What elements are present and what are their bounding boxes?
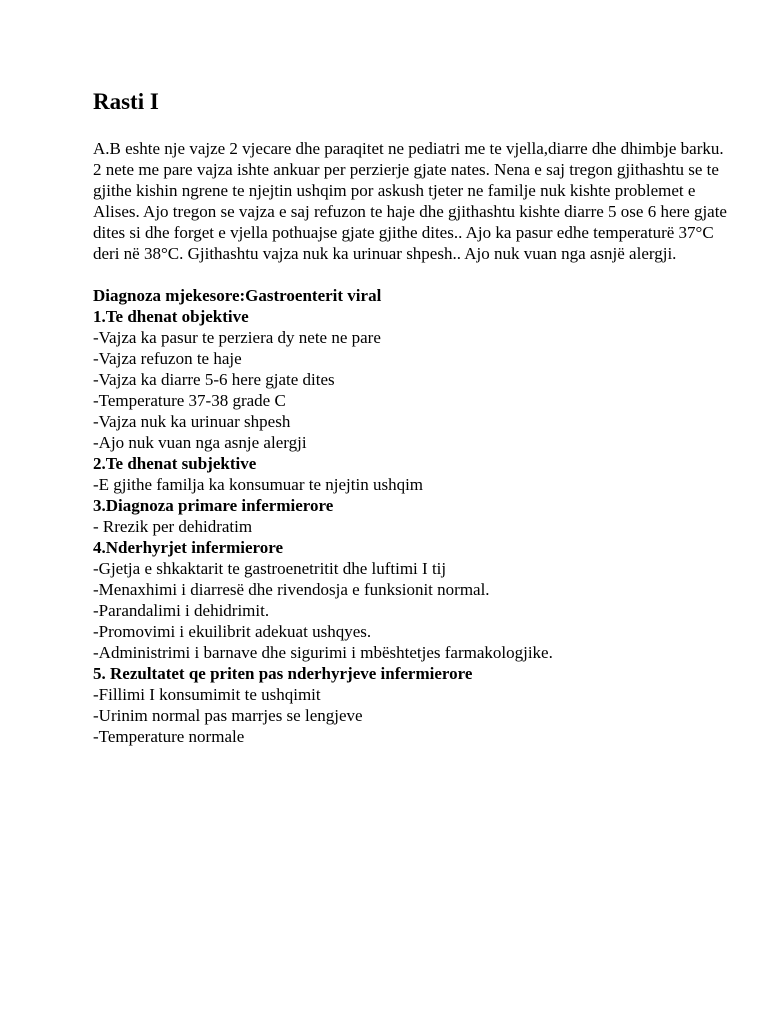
list-item: -Vajza refuzon te haje xyxy=(93,349,242,368)
list-item: -Gjetja e shkaktarit te gastroenetritit dhe luftimi I tij xyxy=(93,559,447,578)
list-item: -Administrimi i barnave dhe sigurimi i mbështetjes farmakologjike. xyxy=(93,643,553,662)
list-item: -Parandalimi i dehidrimit. xyxy=(93,601,270,620)
list-item: -Temperature normale xyxy=(93,727,245,746)
list-item: -Vajza ka diarre 5-6 here gjate dites xyxy=(93,370,335,389)
list-item: -Vajza nuk ka urinuar shpesh xyxy=(93,412,291,431)
section-heading: 1.Te dhenat objektive xyxy=(93,307,249,326)
section-expected-results xyxy=(93,663,733,747)
section-interventions xyxy=(93,537,733,663)
intro-paragraph-1: A.B eshte nje vajze 2 vjecare dhe paraqitet ne pediatri me te vjella,diarre dhe dhimbje barku. xyxy=(93,139,724,158)
section-primary-diagnosis xyxy=(93,495,733,537)
list-item: -Menaxhimi i diarresë dhe rivendosja e funksionit normal. xyxy=(93,580,490,599)
intro-paragraph-2: 2 nete me pare vajza ishte ankuar per perzierje gjate nates. Nena e saj tregon gjithashtu se te gjithe kishin ngrene te njejtin ushqim por askush tjeter ne familje nuk kishte problemet e Alises. Ajo tregon se vajza e saj refuzon te haje dhe gjithashtu kishte diarre 5 ose 6 here gjate dites si dhe forget e vjella pothuajse gjate gjithe dites.. Ajo ka pasur edhe temperaturë 37°C deri në 38°C. Gjithashtu vajza nuk ka urinuar shpesh.. Ajo nuk vuan nga asnjë alergji. xyxy=(93,160,727,263)
list-item: -Vajza ka pasur te perziera dy nete ne pare xyxy=(93,328,381,347)
list-item: - Rrezik per dehidratim xyxy=(93,517,253,536)
section-heading: 5. Rezultatet qe priten pas nderhyrjeve infermierore xyxy=(93,664,473,683)
section-heading: 2.Te dhenat subjektive xyxy=(93,454,257,473)
list-item: -E gjithe familja ka konsumuar te njejtin ushqim xyxy=(93,475,424,494)
list-item: -Ajo nuk vuan nga asnje alergji xyxy=(93,433,307,452)
document-title: Rasti I xyxy=(93,89,159,114)
paragraph-spacer xyxy=(93,264,733,285)
list-item: -Promovimi i ekuilibrit adekuat ushqyes. xyxy=(93,622,372,641)
section-heading: 4.Nderhyrjet infermierore xyxy=(93,538,284,557)
document-page xyxy=(93,86,733,747)
list-item: -Urinim normal pas marrjes se lengjeve xyxy=(93,706,363,725)
section-heading: 3.Diagnoza primare infermierore xyxy=(93,496,334,515)
section-subjective-data xyxy=(93,453,733,495)
list-item: -Temperature 37-38 grade C xyxy=(93,391,286,410)
list-item: -Fillimi I konsumimit te ushqimit xyxy=(93,685,321,704)
section-objective-data xyxy=(93,306,733,453)
medical-diagnosis: Diagnoza mjekesore:Gastroenterit viral xyxy=(93,286,382,305)
